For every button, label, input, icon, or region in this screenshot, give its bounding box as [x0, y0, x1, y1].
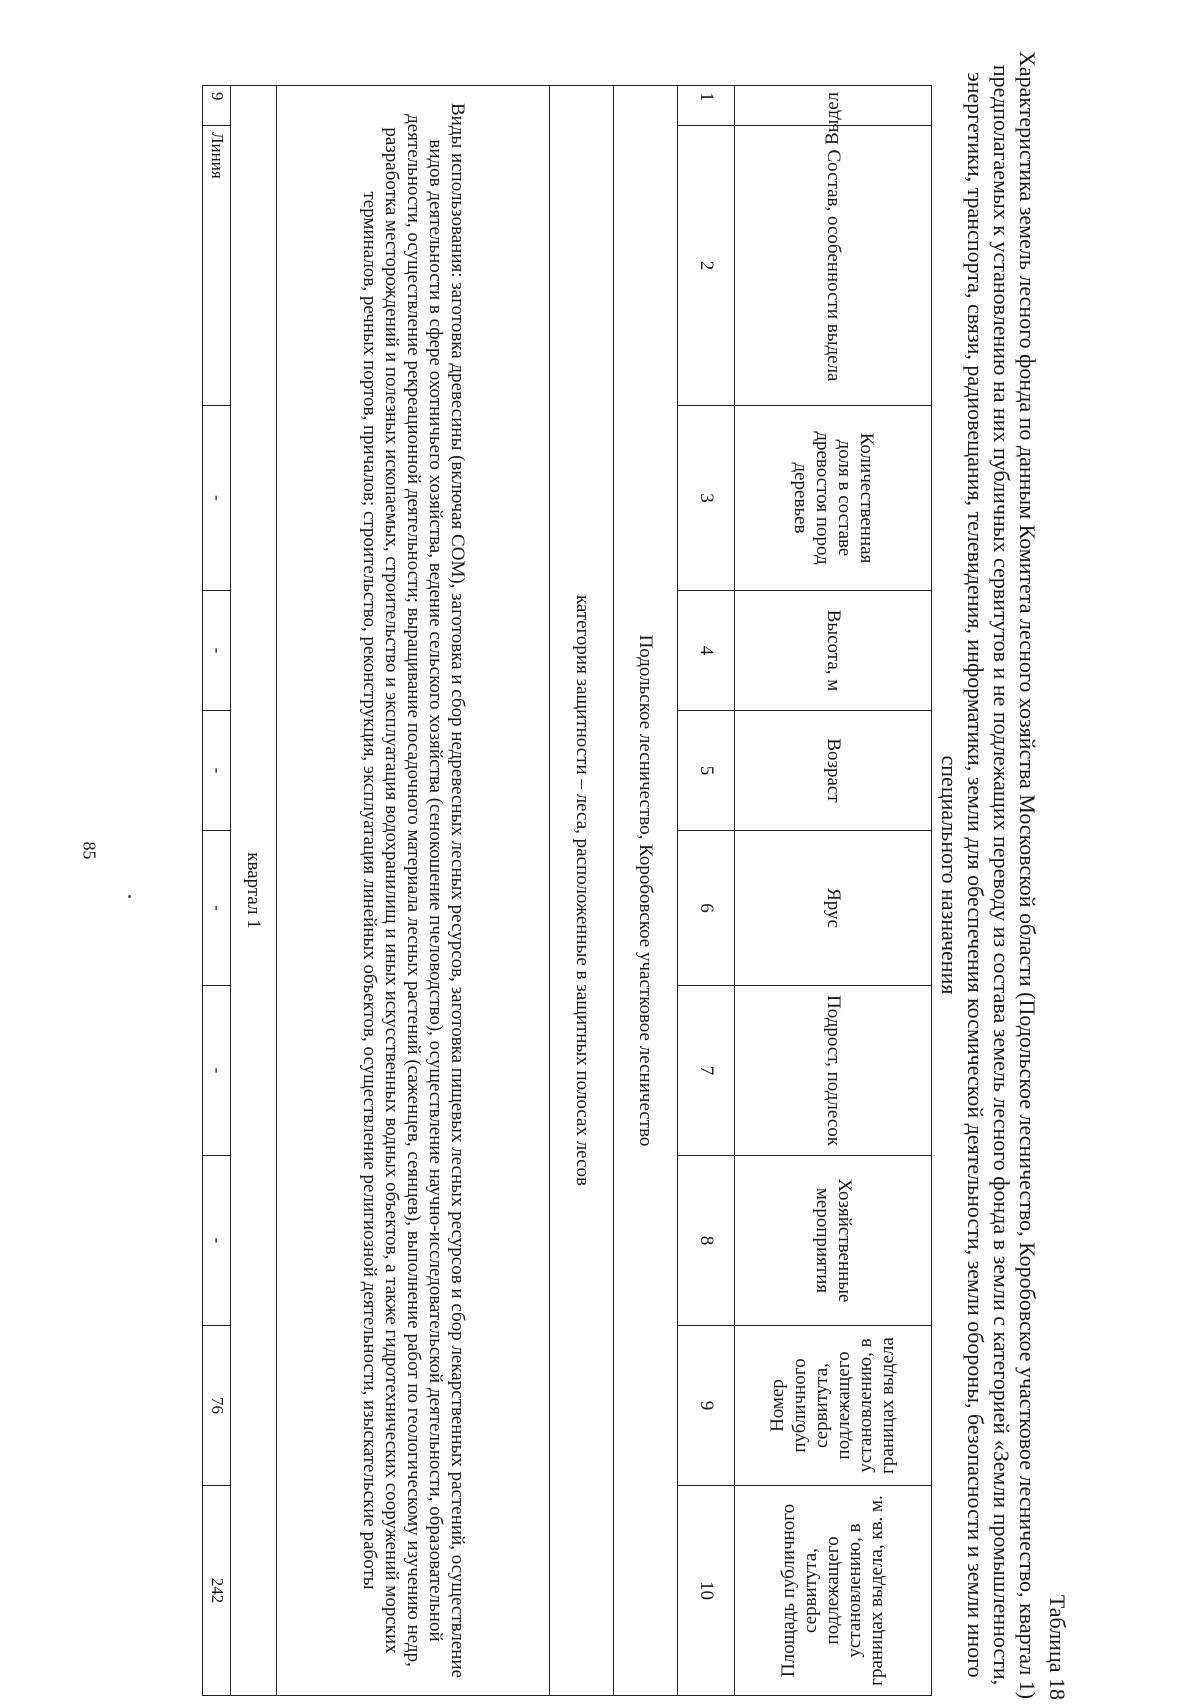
col-number: 7: [677, 986, 734, 1156]
table-cell: 76: [203, 1326, 231, 1486]
col-header-1: Выдел: [734, 86, 931, 126]
col-number: 3: [677, 406, 734, 591]
col-number: 1: [677, 86, 734, 126]
table-cell: 242: [203, 1486, 231, 1696]
uses-text: Виды использования: заготовка древесины (включая СОМ), заготовка и сбор недревесных лесных ресурсов, заготовка пищевых лесных ресурсов и сбор лекарственных растений, осуществление видов деятельности в сфере охотничьего хозяйства, ведение сельского хозяйства (сенокошение пчеловодство), осуществление научно-исследовательской деятельности, образовательной деятельности, осуществление рекреационной деятельности; выращивание посадочного материала лесных растений (саженцев, сеянцев), выполнение работ по геологическому изучению недр, разработка месторождений и полезных ископаемых, строительство и эксплуатация водохранилищ и иных искусственных водных объектов, а также гидротехнических сооружений морских терминалов, речных портов, причалов; строительство, реконструкция, эксплуатация линейных объектов, осуществление религиозной деятельности, изыскательские работы: [276, 86, 550, 1696]
col-header-5: Возраст: [734, 711, 931, 831]
forestry-name: Подольское лесничество, Коробовское участковое лесничество: [613, 86, 677, 1696]
col-number: 8: [677, 1156, 734, 1326]
col-number: 5: [677, 711, 734, 831]
col-header-8: Хозяйственные мероприятия: [734, 1156, 931, 1326]
quarter-label: квартал 1: [231, 86, 277, 1696]
column-numbers-row: [677, 86, 734, 1696]
col-header-10: Площадь публичного сервитута, подлежащего установлению, в границах выдела, кв. м.: [734, 1486, 931, 1696]
table-cell: Линия: [203, 126, 231, 406]
page-title: Характеристика земель лесного фонда по данным Комитета лесного хозяйства Московской области (Подольское лесничество, Коробовское участковое лесничество, квартал 1) предполагаемых к установлению на них публичных сервитутов и не подлежащих переводу из состава земель лесного фонда в земли с категорией «Земли промышленности, энергетики, транспорта, связи, радиовещания, телевидения, информатики, земли для обеспечения космической деятельности, земли обороны, безопасности и земли иного специального назначения: [937, 50, 1040, 1700]
table-cell: -: [203, 986, 231, 1156]
col-header-4: Высота, м: [734, 591, 931, 711]
table-label: Таблица 18: [1045, 1594, 1070, 1700]
col-number: 10: [677, 1486, 734, 1696]
page-number: 85: [79, 841, 100, 860]
table-cell: 9: [203, 86, 231, 126]
forest-lands-table: [202, 85, 932, 1696]
col-header-2: Состав, особенности выдела: [734, 126, 931, 406]
col-number: 9: [677, 1326, 734, 1486]
forestry-row: [613, 86, 677, 1696]
header-row: [734, 86, 931, 1696]
table-cell: -: [203, 406, 231, 591]
uses-row: [276, 86, 550, 1696]
rotated-content: [70, 50, 1070, 1705]
category-row: [550, 86, 614, 1696]
table-cell: -: [203, 831, 231, 986]
protection-category: категория защитности – леса, расположенные в защитных полосах лесов: [550, 86, 614, 1696]
col-number: 2: [677, 126, 734, 406]
table-cell: -: [203, 711, 231, 831]
quarter-row: [231, 86, 277, 1696]
table-cell: -: [203, 591, 231, 711]
col-number: 6: [677, 831, 734, 986]
col-header-7: Подрост, подлесок: [734, 986, 931, 1156]
table-cell: -: [203, 1156, 231, 1326]
col-header-3: Количественная доля в составе древостоя пород деревьев: [734, 406, 931, 591]
col-number: 4: [677, 591, 734, 711]
table-row: [203, 86, 231, 1696]
col-header-6: Ярус: [734, 831, 931, 986]
col-header-9: Номер публичного сервитута, подлежащего установлению, в границах выдела: [734, 1326, 931, 1486]
